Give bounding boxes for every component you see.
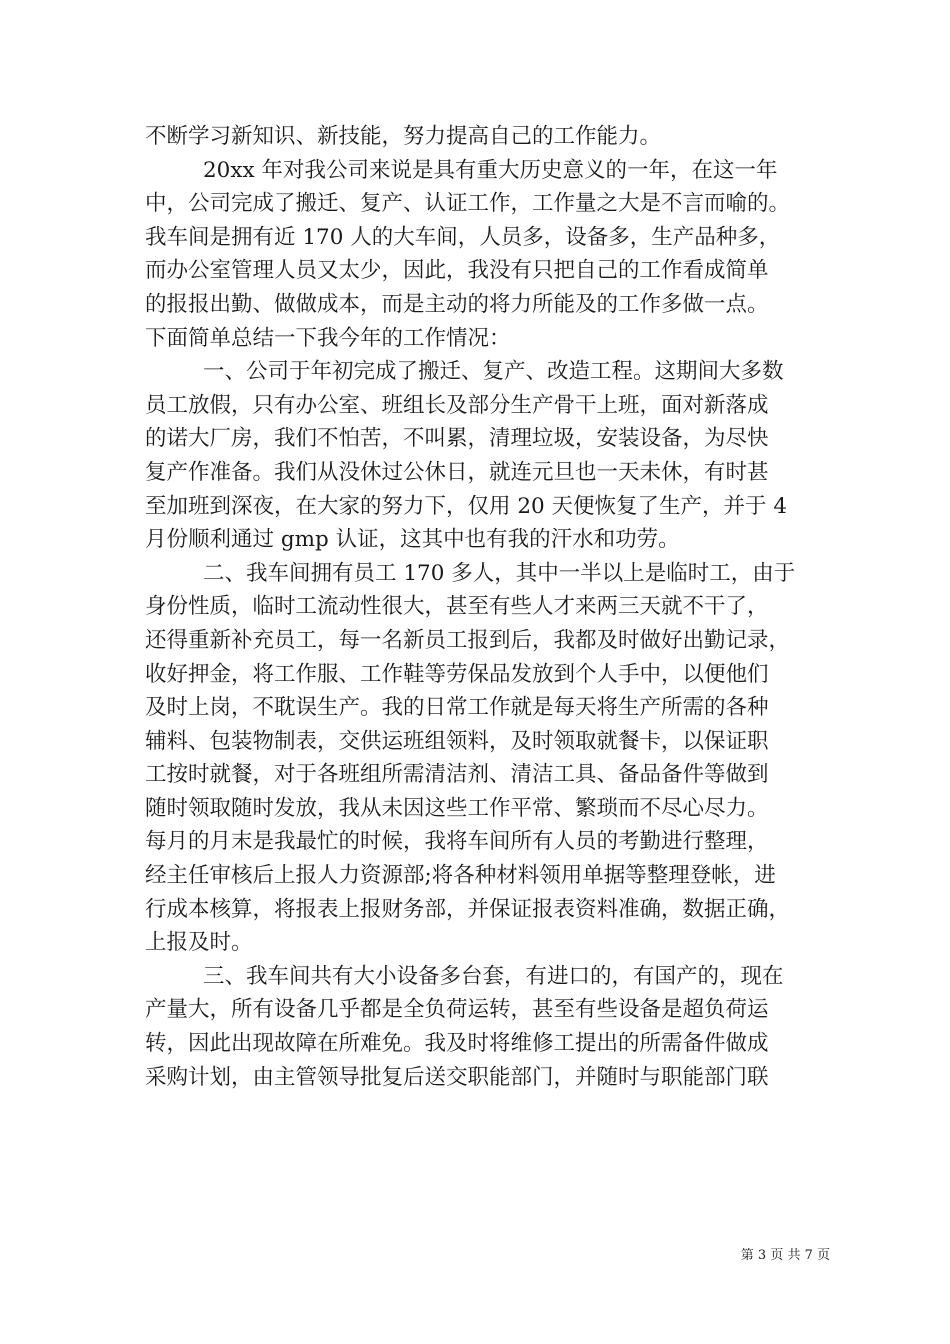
text-line: 的诺大厂房，我们不怕苦，不叫累，清理垃圾，安装设备，为尽快	[145, 426, 769, 452]
text-line: 至加班到深夜，在大家的努力下，仅用 20 天便恢复了生产，并于 4	[145, 493, 788, 519]
text-line: 每月的月末是我最忙的时候，我将车间所有人员的考勤进行整理，	[145, 829, 769, 855]
text-line: 还得重新补充员工，每一名新员工报到后，我都及时做好出勤记录，	[145, 627, 791, 653]
text-line: 转，因此出现故障在所难免。我及时将维修工提出的所需备件做成	[145, 1031, 769, 1057]
page-number: 第 3 页 共 7 页	[740, 1248, 830, 1263]
text-line: 不断学习新知识、新技能，努力提高自己的工作能力。	[145, 124, 662, 149]
text-line: 收好押金，将工作服、工作鞋等劳保品发放到个人手中，以便他们	[145, 661, 769, 687]
text-line: 采购计划，由主管领导批复后送交职能部门，并随时与职能部门联	[145, 1064, 769, 1090]
text-line: 身份性质，临时工流动性很大，甚至有些人才来两三天就不干了，	[145, 594, 769, 620]
text-line: 中，公司完成了搬迁、复产、认证工作，工作量之大是不言而喻的。	[145, 191, 791, 217]
text-line: 月份顺利通过 gmp 认证，这其中也有我的汗水和功劳。	[145, 527, 680, 553]
text-line: 我车间是拥有近 170 人的大车间，人员多，设备多，生产品种多，	[145, 224, 781, 250]
text-line: 20xx 年对我公司来说是具有重大历史意义的一年，在这一年	[203, 157, 778, 183]
body-text	[145, 120, 825, 1094]
text-line: 辅料、包装物制表，交供运班组领料，及时领取就餐卡，以保证职	[145, 728, 769, 754]
text-line: 复产作准备。我们从没休过公休日，就连元旦也一天未休，有时甚	[145, 459, 769, 485]
text-line: 上报及时。	[145, 930, 253, 956]
text-line: 行成本核算，将报表上报财务部，并保证报表资料准确，数据正确，	[145, 896, 791, 922]
text-line: 三、我车间共有大小设备多台套，有进口的，有国产的，现在	[203, 963, 784, 989]
text-line: 二、我车间拥有员工 170 多人，其中一半以上是临时工，由于	[203, 560, 796, 586]
text-line: 一、公司于年初完成了搬迁、复产、改造工程。这期间大多数	[203, 359, 784, 385]
text-line: 产量大，所有设备几乎都是全负荷运转，甚至有些设备是超负荷运	[145, 997, 769, 1023]
text-line: 经主任审核后上报人力资源部;将各种材料领用单据等整理登帐，进	[145, 863, 776, 889]
text-line: 下面简单总结一下我今年的工作情况：	[145, 325, 511, 351]
text-line: 随时领取随时发放，我从未因这些工作平常、繁琐而不尽心尽力。	[145, 795, 769, 821]
text-line: 及时上岗，不耽误生产。我的日常工作就是每天将生产所需的各种	[145, 695, 769, 721]
text-line: 而办公室管理人员又太少，因此，我没有只把自己的工作看成简单	[145, 258, 769, 284]
text-line: 员工放假，只有办公室、班组长及部分生产骨干上班，面对新落成	[145, 392, 769, 418]
text-line: 的报报出勤、做做成本，而是主动的将力所能及的工作多做一点。	[145, 291, 769, 317]
text-line: 工按时就餐，对于各班组所需清洁剂、清洁工具、备品备件等做到	[145, 762, 769, 788]
